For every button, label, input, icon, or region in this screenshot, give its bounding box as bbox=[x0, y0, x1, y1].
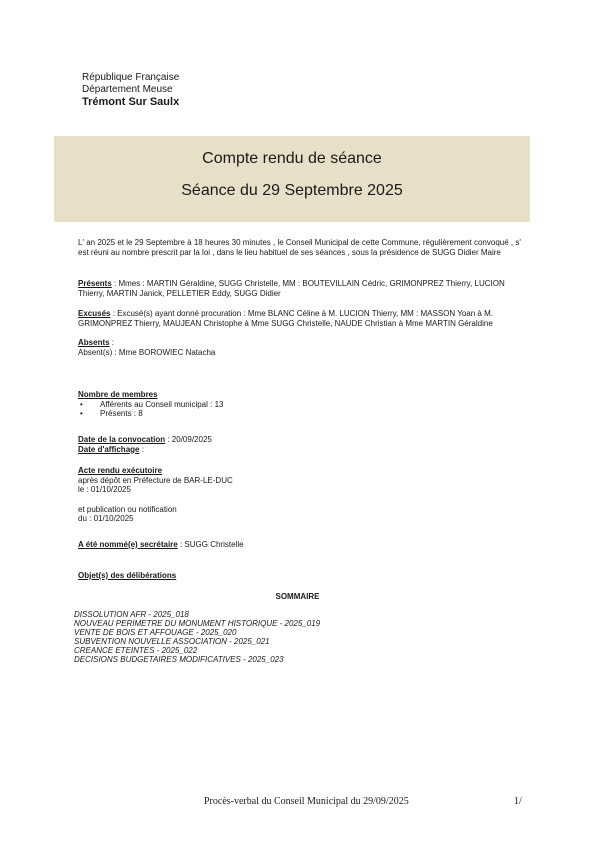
header-republique: République Française bbox=[82, 72, 180, 83]
absents-text: Absent(s) : Mme BOROWIEC Natacha bbox=[78, 347, 216, 357]
secretaire-value: : SUGG Christelle bbox=[177, 540, 244, 549]
convocation-block bbox=[78, 435, 530, 454]
session-date-title: Séance du 29 Septembre 2025 bbox=[181, 182, 403, 199]
title-banner bbox=[54, 136, 530, 222]
excuses-label: Excusés bbox=[78, 309, 111, 318]
excuses-text: : Excusé(s) ayant donné procuration : Mme BLANC Céline à M. LUCION Thierry, MM : MASSON Yoan à M. GRIMONPREZ Thierry, MAUJEAN Christophe à Mme SUGG Christelle, NAUDE Christian à Mme MARTIN Géraldine bbox=[78, 309, 493, 328]
excuses-paragraph bbox=[78, 309, 530, 328]
executoire-depot: après dépôt en Préfecture de BAR-LE-DUC bbox=[78, 475, 233, 485]
secretaire-block bbox=[78, 540, 530, 550]
absents-colon: : bbox=[109, 338, 115, 347]
list-item: NOUVEAU PERIMETRE DU MONUMENT HISTORIQUE - 2025_019 bbox=[74, 619, 321, 628]
executoire-publication-date: du : 01/10/2025 bbox=[78, 514, 134, 523]
executoire-publication: et publication ou notification bbox=[78, 504, 177, 514]
page-number: 1/ bbox=[514, 796, 522, 807]
objets-block bbox=[78, 571, 530, 581]
intro-paragraph: L' an 2025 et le 29 Septembre à 18 heures 30 minutes , le Conseil Municipal de cette Commune, régulièrement convoqué , s' est réuni au nombre prescrit par la loi , dans le lieu habituel de ses séances , sous la présidence de SUGG Didier Maire bbox=[78, 238, 521, 257]
members-block bbox=[78, 390, 530, 419]
footer-text: Procès-verbal du Conseil Municipal du 29/09/2025 bbox=[204, 796, 409, 807]
list-item: CREANCE ETEINTES - 2025_022 bbox=[74, 646, 198, 655]
header-commune: Trémont Sur Saulx bbox=[82, 96, 180, 108]
sommaire-title: SOMMAIRE bbox=[275, 592, 320, 601]
header-block bbox=[82, 72, 179, 108]
executoire-depot-date: le : 01/10/2025 bbox=[78, 485, 131, 494]
presents-paragraph bbox=[78, 279, 530, 298]
members-label: Nombre de membres bbox=[78, 390, 158, 399]
convocation-value: : 20/09/2025 bbox=[165, 435, 212, 444]
absents-block bbox=[78, 338, 530, 357]
deliberations-list bbox=[74, 610, 320, 664]
members-afferents: • Afférents au Conseil municipal : 13 bbox=[78, 400, 530, 410]
affichage-value: : bbox=[139, 444, 144, 454]
convocation-label: Date de la convocation bbox=[78, 435, 166, 444]
header-departement: Département Meuse bbox=[82, 84, 173, 95]
secretaire-label: A été nommé(e) secrétaire bbox=[78, 540, 178, 549]
affichage-label: Date d'affichage bbox=[78, 444, 140, 454]
list-item: VENTE DE BOIS ET AFFOUAGE - 2025_020 bbox=[74, 628, 237, 637]
list-item: DISSOLUTION AFR - 2025_018 bbox=[74, 610, 189, 619]
members-list bbox=[78, 400, 530, 419]
members-presents: • Présents : 8 bbox=[78, 409, 530, 419]
executoire-label: Acte rendu exécutoire bbox=[78, 466, 163, 475]
list-item: DECISIONS BUDGETAIRES MODIFICATIVES - 2025_023 bbox=[74, 655, 284, 664]
list-item: SUBVENTION NOUVELLE ASSOCIATION - 2025_021 bbox=[74, 637, 270, 646]
presents-text: : Mmes : MARTIN Géraldine, SUGG Christelle, MM : BOUTEVILLAIN Cédric, GRIMONPREZ Thierry, LUCION Thierry, MARTIN Janick, PELLETIER Eddy, SUGG Didier bbox=[78, 279, 505, 298]
page-title: Compte rendu de séance bbox=[202, 150, 382, 167]
absents-label: Absents bbox=[78, 338, 110, 347]
presents-label: Présents bbox=[78, 279, 112, 288]
executoire-block bbox=[78, 466, 530, 524]
objets-label: Objet(s) des délibérations bbox=[78, 571, 177, 580]
